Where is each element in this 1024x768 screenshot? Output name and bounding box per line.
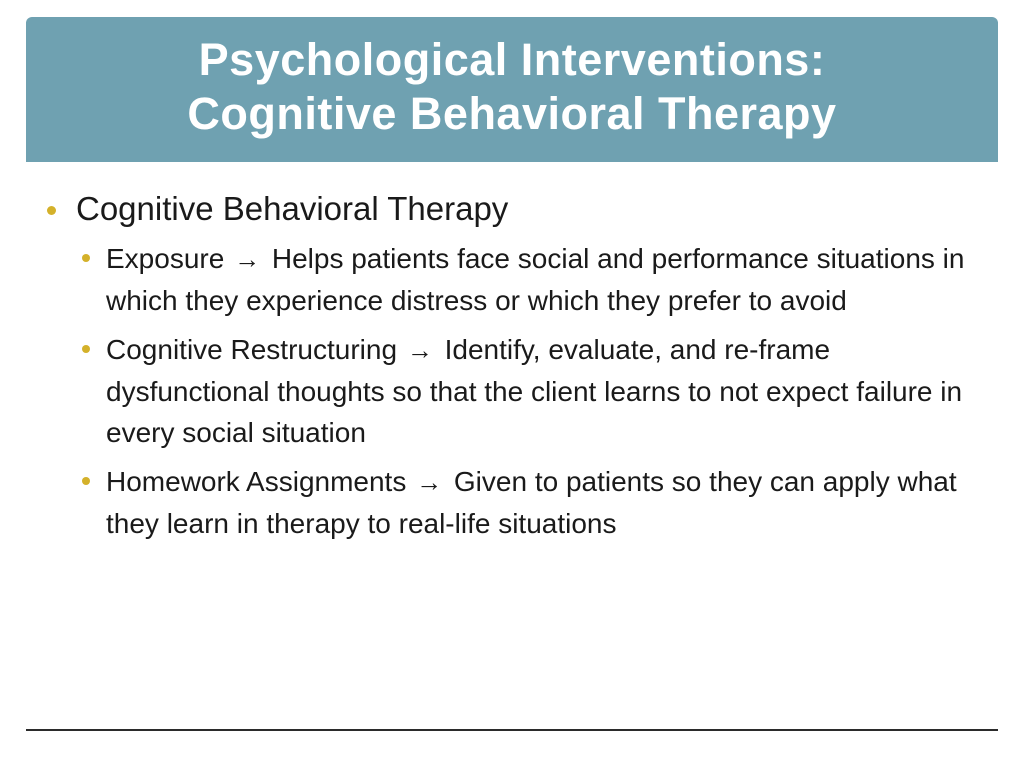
main-bullet: [44, 188, 984, 230]
sub-bullet-term: Homework Assignments: [106, 466, 407, 497]
sub-bullet-list: [80, 238, 984, 544]
bullet-dot-icon: [82, 345, 90, 353]
bullet-dot-icon: [82, 477, 90, 485]
sub-bullet-text: Helps patients face social and performance situations in which they experience distress or which they prefer to avoid: [106, 243, 965, 316]
bullet-dot-icon: [47, 206, 56, 215]
bullet-dot-icon: [82, 254, 90, 262]
sub-bullet-term: Cognitive Restructuring: [106, 334, 398, 365]
sub-bullet-exposure: [80, 238, 984, 321]
slide-body: [44, 188, 984, 552]
sub-bullet-term: Exposure: [106, 243, 225, 274]
title-banner: [26, 17, 998, 162]
sub-bullet-cognitive-restructuring: [80, 329, 984, 453]
main-bullet-text: Cognitive Behavioral Therapy: [76, 190, 509, 227]
sub-bullet-homework-assignments: [80, 461, 984, 544]
sub-bullet-text: Identify, evaluate, and re-frame dysfunctional thoughts so that the client learns to not expect failure in every social situation: [106, 334, 963, 448]
slide-title-line-2: Cognitive Behavioral Therapy: [187, 87, 837, 139]
sub-bullet-text: Given to patients so they can apply what they learn in therapy to real-life situations: [106, 466, 957, 539]
right-arrow-icon: →: [406, 335, 433, 365]
slide-title-line-1: Psychological Interventions:: [198, 33, 826, 85]
right-arrow-icon: →: [234, 244, 261, 274]
right-arrow-icon: →: [416, 467, 443, 497]
footer-divider: [26, 729, 998, 731]
